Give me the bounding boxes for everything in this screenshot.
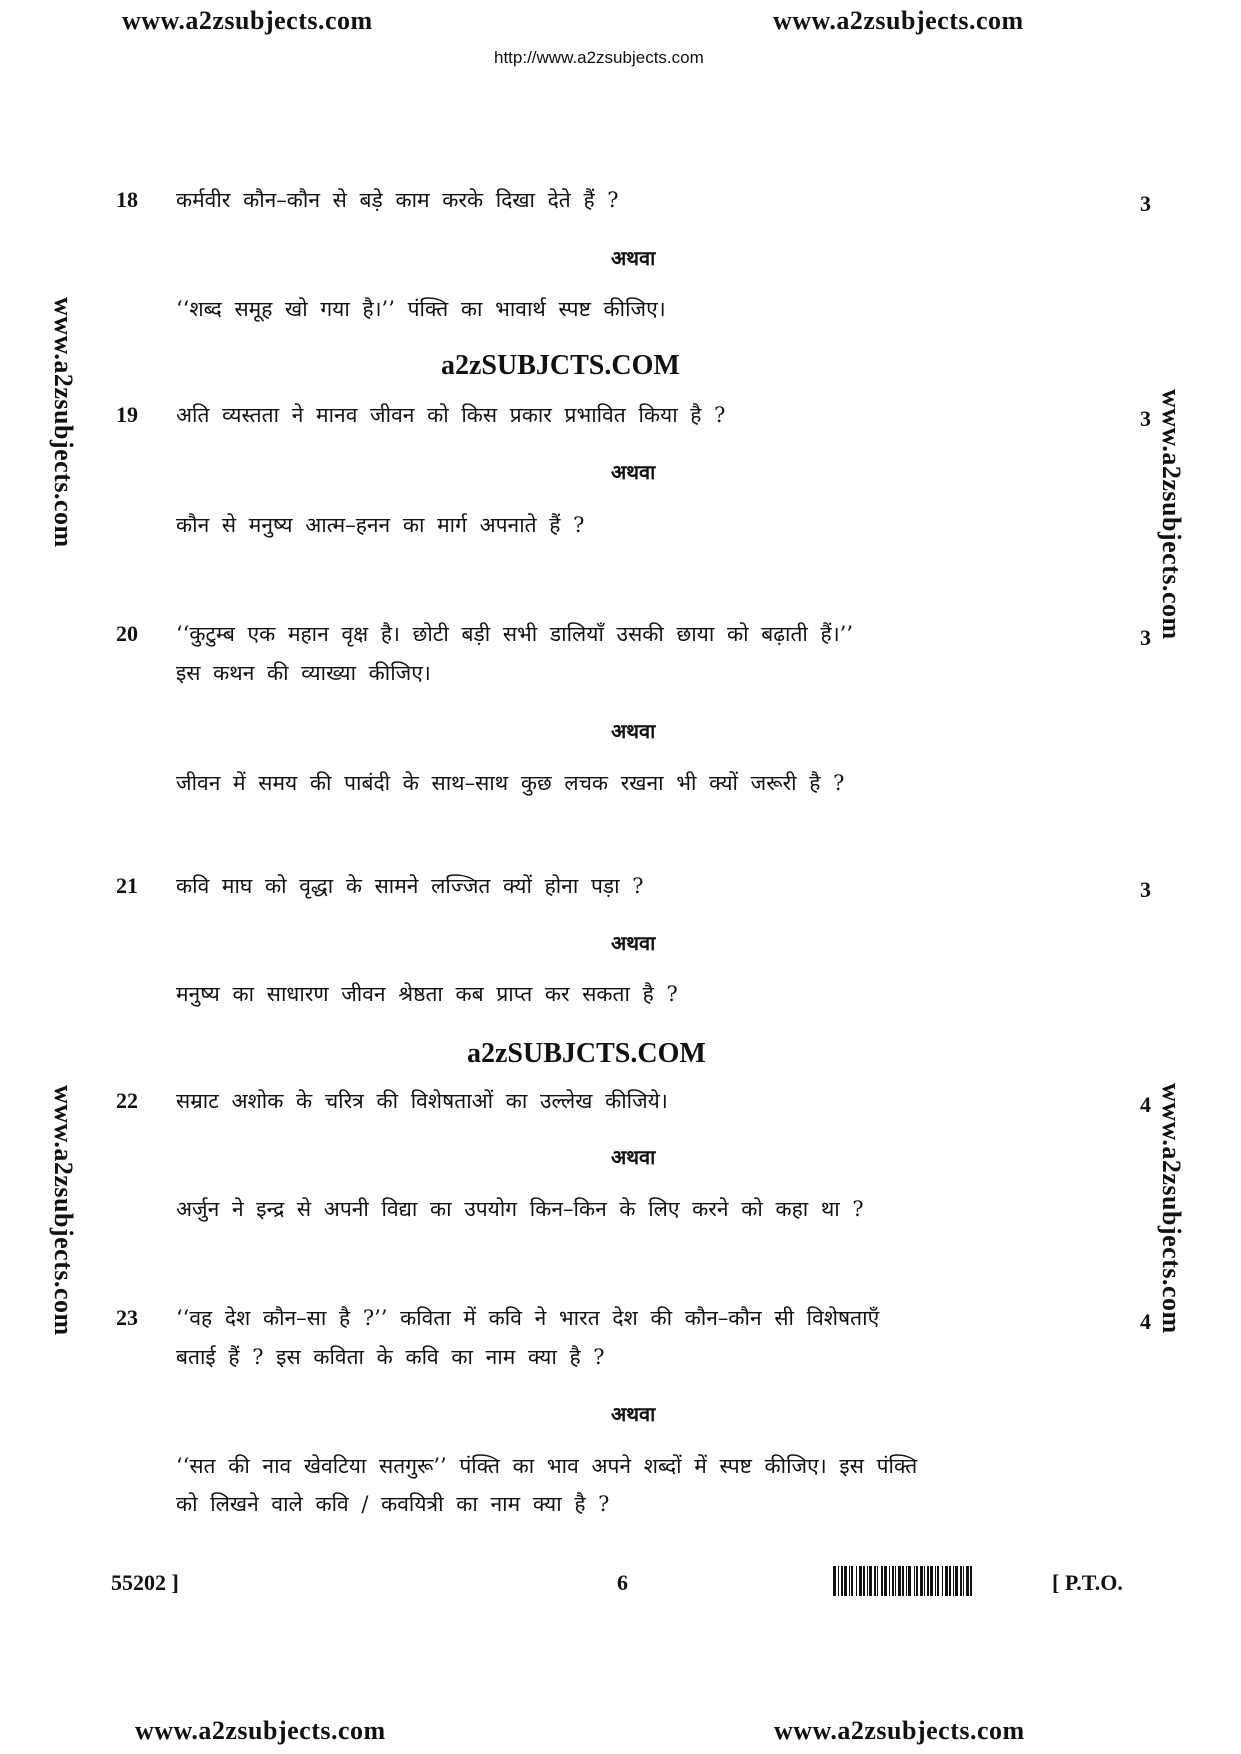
question-text-line2: इस कथन की व्याख्या कीजिए। <box>176 661 431 685</box>
or-label: अथवा <box>611 460 656 484</box>
or-label: अथवा <box>611 1402 656 1426</box>
question-text: कर्मवीर कौन–कौन से बड़े काम करके दिखा देते हैं ? <box>176 188 619 212</box>
barcode <box>833 1566 1043 1596</box>
side-watermark-left-bottom: www.a2zsubjects.com <box>49 1085 78 1336</box>
question-number: 18 <box>116 187 138 212</box>
header-url: http://www.a2zsubjects.com <box>494 48 704 67</box>
question-marks: 3 <box>1140 191 1151 216</box>
question-alt-text: जीवन में समय की पाबंदी के साथ–साथ कुछ लचक रखना भी क्यों जरूरी है ? <box>176 771 845 795</box>
question-number: 22 <box>116 1088 138 1113</box>
question-number: 23 <box>116 1305 138 1330</box>
side-watermark-right-bottom: www.a2zsubjects.com <box>1157 1083 1186 1334</box>
or-label: अथवा <box>611 246 656 270</box>
question-text: कवि माघ को वृद्धा के सामने लज्जित क्यों होना पड़ा ? <box>176 874 644 898</box>
question-alt-text: मनुष्य का साधारण जीवन श्रेष्ठता कब प्राप्त कर सकता है ? <box>176 982 678 1006</box>
question-alt-text: ‘‘सत की नाव खेवटिया सतगुरू’’ पंक्ति का भाव अपने शब्दों में स्पष्ट कीजिए। इस पंक्ति <box>176 1454 918 1478</box>
side-watermark-left-top: www.a2zsubjects.com <box>49 297 78 548</box>
question-text-line2: बताई हैं ? इस कविता के कवि का नाम क्या है ? <box>176 1345 605 1369</box>
header-watermark-left: www.a2zsubjects.com <box>122 6 373 35</box>
question-marks: 4 <box>1140 1092 1151 1117</box>
side-watermark-right-top: www.a2zsubjects.com <box>1157 389 1186 640</box>
question-marks: 3 <box>1140 877 1151 902</box>
paper-code: 55202 ] <box>111 1570 179 1595</box>
question-number: 21 <box>116 873 138 898</box>
question-alt-text-line2: को लिखने वाले कवि / कवयित्री का नाम क्या है ? <box>176 1492 610 1516</box>
or-label: अथवा <box>611 931 656 955</box>
center-watermark: a2zSUBJCTS.COM <box>467 1038 706 1069</box>
question-alt-text: कौन से मनुष्य आत्म–हनन का मार्ग अपनाते हैं ? <box>176 513 585 537</box>
question-number: 20 <box>116 621 138 646</box>
page-number: 6 <box>617 1570 628 1595</box>
question-marks: 4 <box>1140 1309 1151 1334</box>
or-label: अथवा <box>611 1145 656 1169</box>
question-number: 19 <box>116 402 138 427</box>
center-watermark: a2zSUBJCTS.COM <box>441 350 680 381</box>
question-text: ‘‘कुटुम्ब एक महान वृक्ष है। छोटी बड़ी सभी डालियाँ उसकी छाया को बढ़ाती हैं।’’ <box>176 622 853 646</box>
question-text: ‘‘वह देश कौन–सा है ?’’ कविता में कवि ने भारत देश की कौन–कौन सी विशेषताएँ <box>176 1306 880 1330</box>
header-watermark-right: www.a2zsubjects.com <box>773 6 1024 35</box>
footer-watermark-right: www.a2zsubjects.com <box>774 1716 1025 1745</box>
footer-watermark-left: www.a2zsubjects.com <box>135 1716 386 1745</box>
question-text: अति व्यस्तता ने मानव जीवन को किस प्रकार प्रभावित किया है ? <box>176 403 726 427</box>
pto-label: [ P.T.O. <box>1052 1570 1123 1595</box>
question-text: सम्राट अशोक के चरित्र की विशेषताओं का उल्लेख कीजिये। <box>176 1089 668 1113</box>
or-label: अथवा <box>611 719 656 743</box>
question-alt-text: अर्जुन ने इन्द्र से अपनी विद्या का उपयोग किन–किन के लिए करने को कहा था ? <box>176 1197 864 1221</box>
question-marks: 3 <box>1140 406 1151 431</box>
question-marks: 3 <box>1140 625 1151 650</box>
question-alt-text: ‘‘शब्द समूह खो गया है।’’ पंक्ति का भावार्थ स्पष्ट कीजिए। <box>176 297 666 321</box>
